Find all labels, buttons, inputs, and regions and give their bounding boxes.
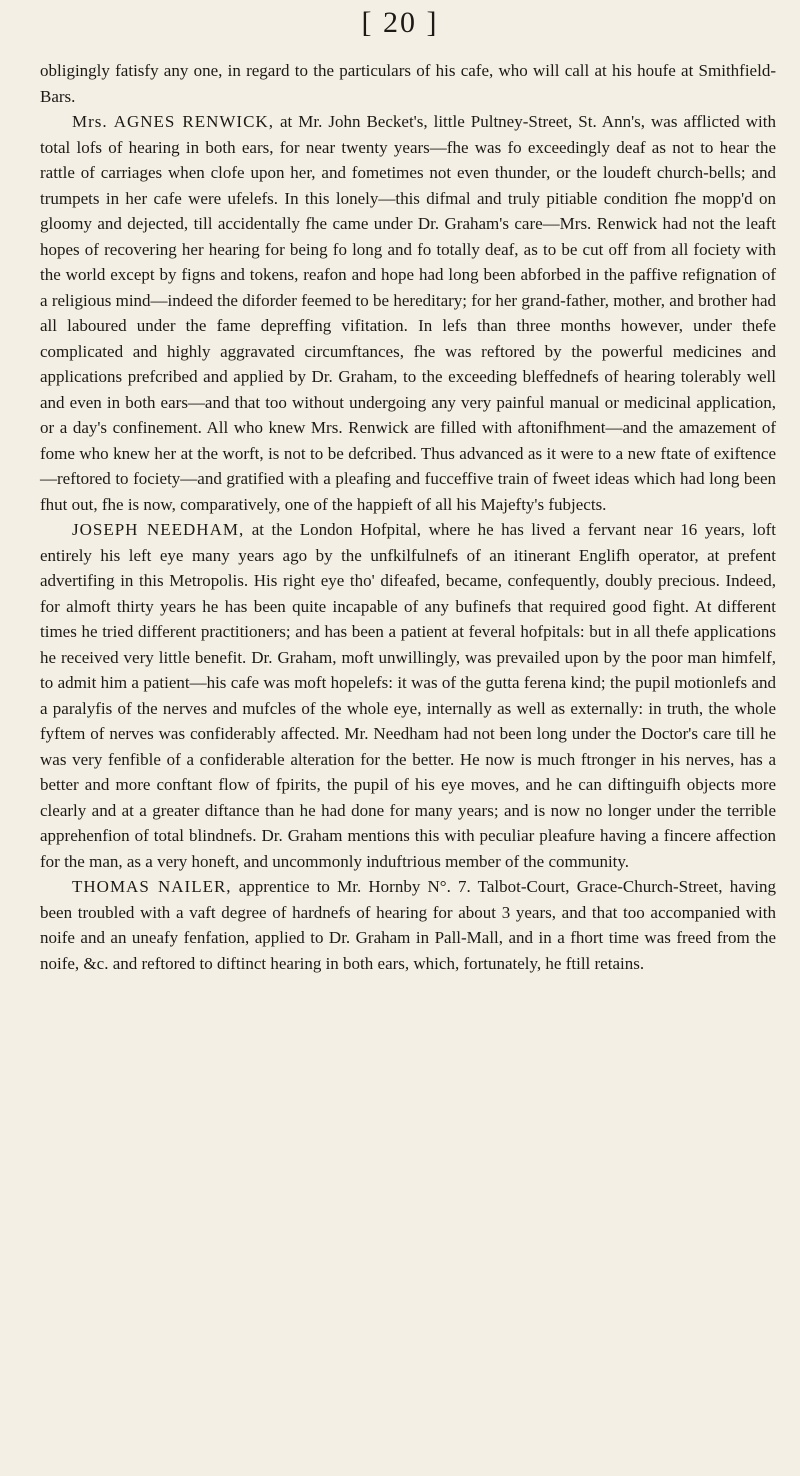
patient-name: Mrs. AGNES RENWICK,	[72, 112, 274, 131]
testimonial-paragraph	[40, 109, 776, 517]
testimonial-paragraph	[40, 517, 776, 874]
body-text	[40, 58, 776, 976]
testimonial-text: at the London Hofpital, where he has lived a fervant near 16 years, loft entirely his left eye many years ago by the unfkilfulnefs of an itinerant Englifh operator, at prefent advertifing in this Metropolis. His right eye tho' difeafed, became, confequently, doubly precious. Indeed, for almoft thirty years he has been quite incapable of any bufinefs that required good fight. At different times he tried different practitioners; and has been a patient at feveral hofpitals: but in all thefe applications he received very little benefit. Dr. Graham, moft unwillingly, was prevailed upon by the poor man himfelf, to admit him a patient—his cafe was moft hopelefs: it was of the gutta ferena kind; the pupil motionlefs and a paralyfis of the nerves and mufcles of the whole eye, internally as well as externally: in truth, the whole fyftem of nerves was confiderably affected. Mr. Needham had not been long under the Doctor's care till he was very fenfible of a confiderable alteration for the better. He now is much ftronger in his nerves, has a better and more conftant flow of fpirits, the pupil of his eye moves, and he can diftinguifh objects more clearly and at a greater diftance than he had done for many years; and is now no longer under the terrible apprehenfion of total blindnefs. Dr. Graham mentions this with peculiar pleafure having a fincere affection for the man, as a very honeft, and uncommonly induftrious member of the community.	[40, 520, 776, 871]
page-number: [ 20 ]	[361, 6, 439, 39]
testimonial-paragraph	[40, 874, 776, 976]
testimonial-text: apprentice to Mr. Hornby N°. 7. Talbot-Court, Grace-Church-Street, having been troubled with a vaft degree of hardnefs of hearing for about 3 years, and that too accompanied with noife and an uneafy fenfation, applied to Dr. Graham in Pall-Mall, and in a fhort time was freed from the noife, &c. and reftored to diftinct hearing in both ears, which, fortunately, he ftill retains.	[40, 877, 776, 973]
testimonial-text: at Mr. John Becket's, little Pultney-Street, St. Ann's, was afflicted with total lofs of hearing in both ears, for near twenty years—fhe was fo exceedingly deaf as not to hear the rattle of carriages when clofe upon her, and fometimes not even thunder, or the loudeft church-bells; and trumpets in her cafe were ufelefs. In this lonely—this difmal and truly pitiable condition fhe mopp'd on gloomy and dejected, till accidentally fhe came under Dr. Graham's care—Mrs. Renwick had not the leaft hopes of recovering her hearing for being fo long and fo totally deaf, as to be cut off from all fociety with the world except by figns and tokens, reafon and hope had long been abforbed in the paffive refignation of a religious mind—indeed the diforder feemed to be hereditary; for her grand-father, mother, and brother had all laboured under the fame depreffing vifitation. In lefs than three months however, under thefe complicated and highly aggravated circumftances, fhe was reftored by the powerful medicines and applications prefcribed and applied by Dr. Graham, to the exceeding bleffednefs of hearing tolerably well and even in both ears—and that too without undergoing any very painful manual or medicinal application, or a day's confinement. All who knew Mrs. Renwick are filled with aftonifhment—and the amazement of fome who knew her at the worft, is not to be defcribed. Thus advanced as it were to a new ftate of exiftence—reftored to fociety—and gratified with a pleafing and fucceffive train of fweet ideas which had long been fhut out, fhe is now, comparatively, one of the happieft of all his Majefty's fubjects.	[40, 112, 776, 514]
intro-paragraph: obligingly fatisfy any one, in regard to the particulars of his cafe, who will call at his houfe at Smithfield-Bars.	[40, 61, 776, 106]
patient-name: THOMAS NAILER,	[72, 877, 232, 896]
patient-name: JOSEPH NEEDHAM,	[72, 520, 245, 539]
